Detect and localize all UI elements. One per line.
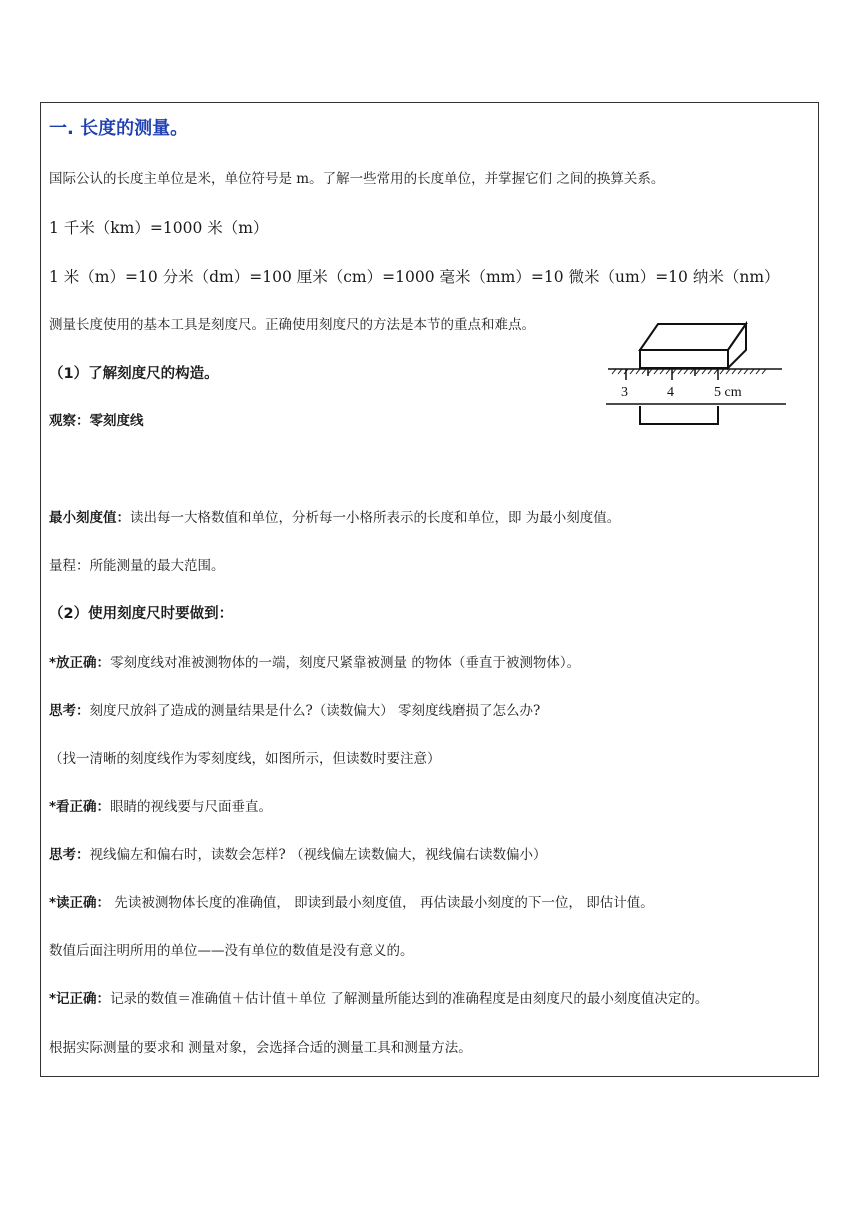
unit-note-line: 数值后面注明所用的单位——没有单位的数值是没有意义的。 (49, 943, 414, 959)
read-label: *读正确： (49, 895, 111, 911)
section-title: 一. 长度的测量。 (49, 118, 189, 139)
think-tilt-label: 思考： (49, 703, 90, 719)
min-scale-label: 最小刻度值： (49, 510, 130, 526)
min-scale-line (49, 508, 620, 528)
min-scale-text: 读出每一大格数值和单位，分析每一小格所表示的长度和单位，即 为最小刻度值。 (130, 510, 621, 526)
tick-label-5cm: 5 cm (714, 385, 742, 400)
zero-line-note: （找一清晰的刻度线作为零刻度线，如图所示，但读数时要注意） (49, 751, 441, 767)
tick-label-4: 4 (667, 385, 674, 400)
record-line (49, 989, 708, 1009)
think-sight-text: 视线偏左和偏右时，读数会怎样? （视线偏左读数偏大，视线偏右读数偏小） (89, 847, 547, 863)
think-tilt-text: 刻度尺放斜了造成的测量结果是什么?（读数偏大） 零刻度线磨损了怎么办? (89, 703, 541, 719)
block-front-face (640, 350, 728, 368)
read-text: 先读被测物体长度的准确值， 即读到最小刻度值， 再估读最小刻度的下一位， 即估计值。 (110, 895, 654, 911)
look-text: 眼睛的视线要与尺面垂直。 (110, 799, 273, 815)
subsection-usage: （2）使用刻度尺时要做到： (49, 606, 234, 622)
record-label: *记正确： (49, 991, 111, 1007)
look-line (49, 797, 272, 817)
tool-paragraph: 测量长度使用的基本工具是刻度尺。正确使用刻度尺的方法是本节的重点和难点。 (49, 317, 535, 333)
content-frame (40, 102, 819, 1077)
conversion-km: 1 千米（km）=1000 米（m） (49, 219, 269, 237)
conversion-chain: 1 米（m）=10 分米（dm）=100 厘米（cm）=1000 毫米（mm）=10 微米（um）=10 纳米（nm） (49, 268, 780, 286)
look-label: *看正确： (49, 799, 111, 815)
tick-label-3: 3 (621, 385, 628, 400)
place-label: *放正确： (49, 655, 111, 671)
final-line: 根据实际测量的要求和 测量对象，会选择合适的测量工具和测量方法。 (49, 1040, 472, 1056)
place-text: 零刻度线对准被测物体的一端，刻度尺紧靠被测量 的物体（垂直于被测物体）。 (110, 655, 581, 671)
think-sight-line (49, 845, 547, 865)
intro-paragraph: 国际公认的长度主单位是米，单位符号是 m。了解一些常用的长度单位，并掌握它们 之间的换算关系。 (49, 171, 665, 187)
think-tilt-line (49, 701, 540, 721)
subsection-structure: （1）了解刻度尺的构造。 (49, 366, 219, 382)
record-text: 记录的数值＝准确值＋估计值＋单位 了解测量所能达到的准确程度是由刻度尺的最小刻度值决定的。 (110, 991, 709, 1007)
think-sight-label: 思考： (49, 847, 90, 863)
block-lower-part (640, 406, 718, 424)
read-line (49, 893, 654, 913)
observe-line: 观察：零刻度线 (49, 413, 144, 429)
range-line: 量程：所能测量的最大范围。 (49, 558, 225, 574)
place-line (49, 653, 580, 673)
ruler-figure (604, 318, 788, 428)
